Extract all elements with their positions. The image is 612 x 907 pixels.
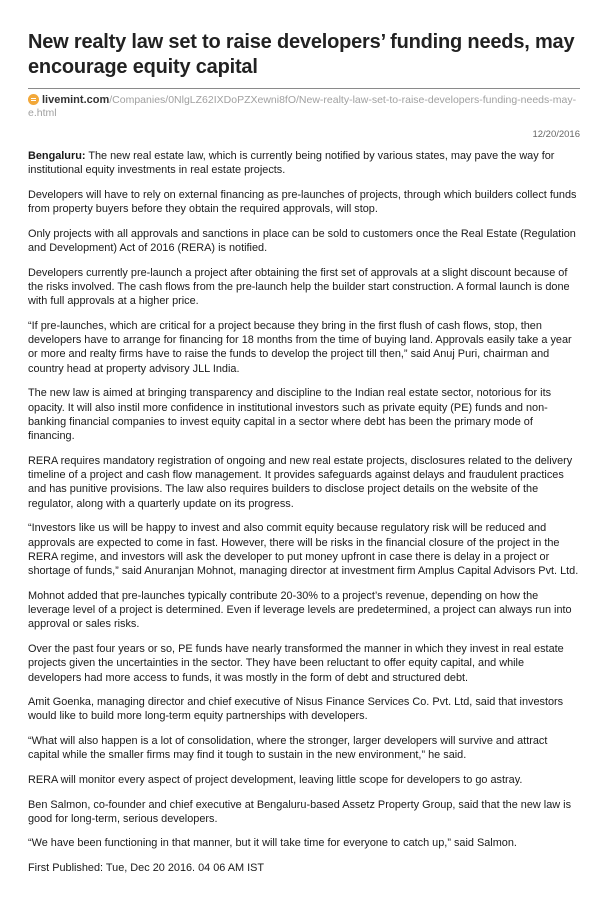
paragraph: Developers currently pre-launch a project after obtaining the first set of approvals at a slight discount because of the risks involved. The cash flows from the pre-launch help the builder start construction. A formal launch is done with full approvals at a higher price. <box>28 266 570 308</box>
paragraph: “We have been functioning in that manner, but it will take time for everyone to catch up,” said Salmon. <box>28 837 517 850</box>
paragraph: Developers will have to rely on external financing as pre-launches of projects, through which builders collect funds from property buyers before they obtain the required approvals, will stop. <box>28 188 577 216</box>
source-line[interactable] <box>28 94 580 120</box>
paragraph: Over the past four years or so, PE funds have nearly transformed the manner in which they invest in real estate projects given the uncertainties in the sector. They have been reluctant to offer equity capital, and while developers had more access to funds, it was mostly in the form of debt and structured debt. <box>28 642 564 684</box>
article-page <box>28 30 580 886</box>
dateline: Bengaluru: <box>28 150 86 162</box>
first-published: First Published: Tue, Dec 20 2016. 04 06 AM IST <box>28 862 265 875</box>
article-body <box>28 149 580 875</box>
lead-paragraph <box>28 149 580 178</box>
site-favicon-icon <box>28 94 39 105</box>
paragraph: “What will also happen is a lot of consolidation, where the stronger, larger developers will survive and attract capital while the smaller firms may find it tough to sustain in the new environment,” he said. <box>28 735 548 762</box>
article-title: New realty law set to raise developers’ funding needs, may encourage equity capital <box>28 31 575 78</box>
paragraph: Amit Goenka, managing director and chief executive of Nisus Finance Services Co. Pvt. Ltd, said that investors would like to build more long-term equity partnerships with developers. <box>28 696 564 723</box>
paragraph: Only projects with all approvals and sanctions in place can be sold to customers once the Real Estate (Regulation and Development) Act of 2016 (RERA) is notified. <box>28 227 576 255</box>
paragraph: Mohnot added that pre-launches typically contribute 20-30% to a project’s revenue, depending on how the leverage level of a project is determined. Even if leverage levels are predetermined, a project can always run into approval or sales risks. <box>28 589 572 631</box>
title-divider <box>28 88 580 89</box>
lead-text: The new real estate law, which is currently being notified by various states, may pave the way for institutional equity investments in real estate projects. <box>28 150 555 177</box>
paragraph: RERA will monitor every aspect of project development, leaving little scope for developers to go astray. <box>28 773 523 786</box>
source-path[interactable]: /Companies/0NlgLZ62IXDoPZXewni8fO/New-realty-law-set-to-raise-developers-funding-needs-may-e.html <box>28 94 577 119</box>
paragraph: RERA requires mandatory registration of ongoing and new real estate projects, disclosures related to the delivery timeline of a project and cash flow management. It provides safeguards against delays and fraudulent practices and has punitive provisions. The law also requires builders to disclose project details on the website of the regulator, along with a quarterly update on its progress. <box>28 454 573 510</box>
paragraph: “Investors like us will be happy to invest and also commit equity because regulatory risk will be reduced and approvals are expected to come in fast. However, there will be risks in the financial closure of the project in the RERA regime, and investors will ask the developer to put money upfront in case there is delay in a project or shortage of funds,” said Anuranjan Mohnot, managing director at investment firm Amplus Capital Advisors Pvt. Ltd. <box>28 522 579 578</box>
paragraph: Ben Salmon, co-founder and chief executive at Bengaluru-based Assetz Property Group, said that the new law is good for long-term, serious developers. <box>28 798 572 825</box>
paragraph: The new law is aimed at bringing transparency and discipline to the Indian real estate sector, notorious for its opacity. It will also instil more confidence in institutional investors such as private equity (PE) funds and non-banking financial companies to invest equity capital in a sector where debt has been the primary mode of financing. <box>28 387 552 443</box>
paragraph: “If pre-launches, which are critical for a project because they bring in the first flush of cash flows, stop, then developers have to arrange for financing for 18 months from the time of buying land. Approvals easily take a year or more and realty firms have to raise the funds to develop the project till then,” said Anuj Puri, chairman and country head at property advisory JLL India. <box>28 319 572 375</box>
source-domain[interactable]: livemint.com <box>42 94 110 106</box>
article-date: 12/20/2016 <box>532 129 580 140</box>
